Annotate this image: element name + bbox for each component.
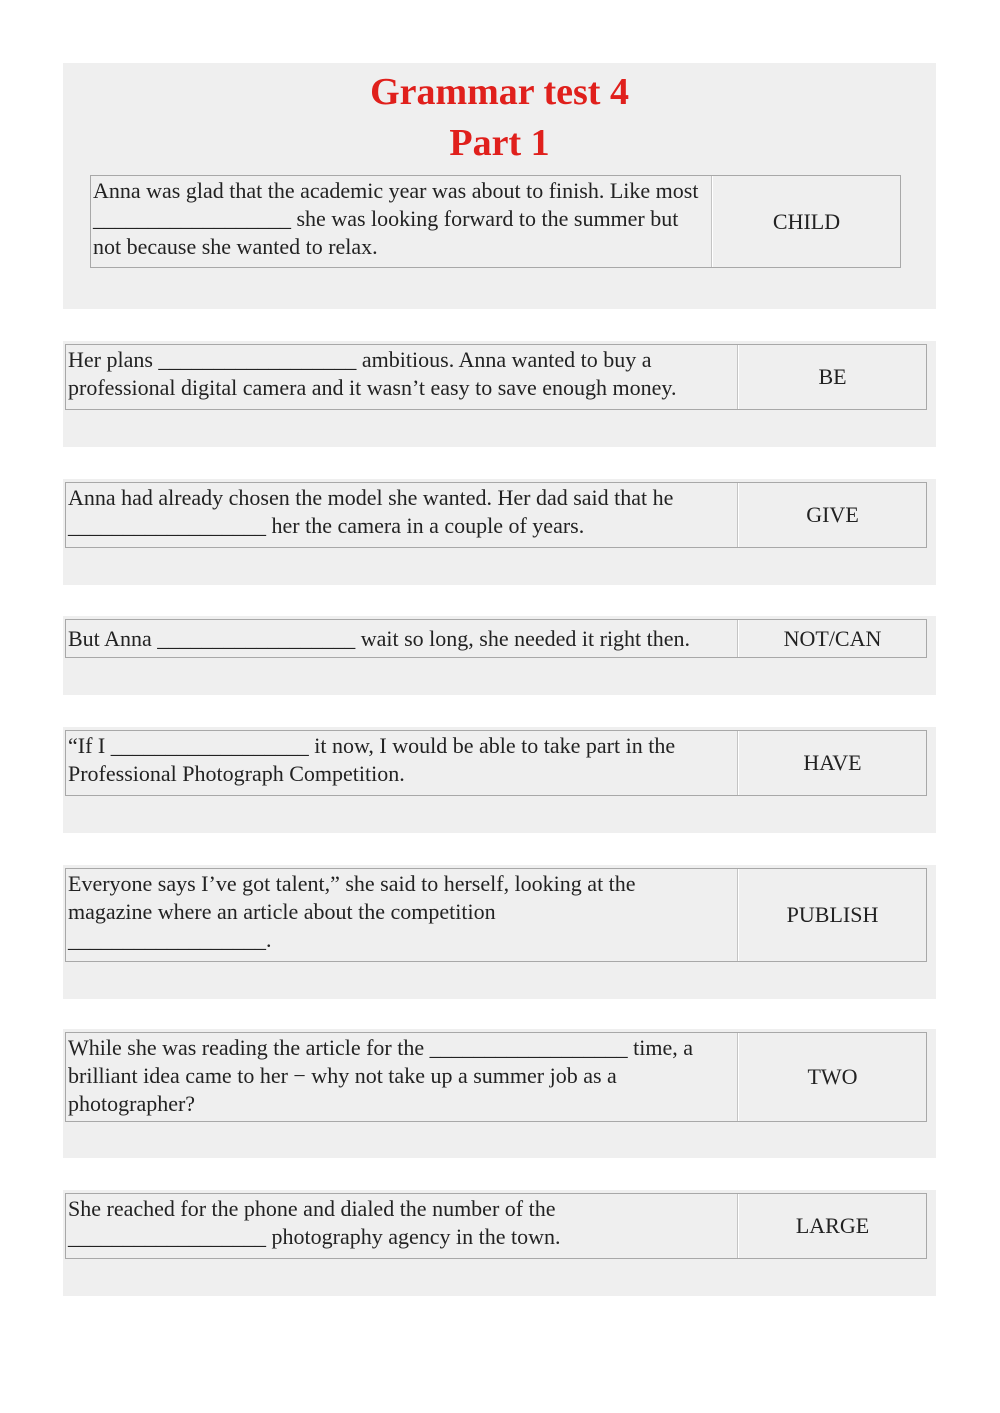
keyword-label: HAVE [738, 731, 926, 795]
keyword-label: PUBLISH [738, 869, 926, 961]
question-row-2 [65, 344, 927, 410]
question-row-1 [90, 175, 901, 268]
question-panel-5 [63, 727, 936, 833]
question-panel-8 [63, 1190, 936, 1296]
sentence-text: She reached for the phone and dialed the number of the __________________ photography agency in the town. [66, 1194, 738, 1258]
page-title: Grammar test 4 [370, 71, 629, 113]
sentence-text: Her plans __________________ ambitious. Anna wanted to buy a professional digital camera and it wasn’t easy to save enough money. [66, 345, 738, 409]
sentence-text: But Anna __________________ wait so long, she needed it right then. [66, 620, 738, 657]
part-title: Part 1 [449, 122, 550, 164]
question-row-8 [65, 1193, 927, 1259]
sentence-text: Anna had already chosen the model she wanted. Her dad said that he __________________ her the camera in a couple of years. [66, 483, 738, 547]
question-row-5 [65, 730, 927, 796]
question-panel-7 [63, 1029, 936, 1158]
question-panel-2 [63, 341, 936, 447]
question-row-3 [65, 482, 927, 548]
sentence-text: Anna was glad that the academic year was about to finish. Like most __________________ she was looking forward to the summer but not because she wanted to relax. [91, 176, 712, 267]
keyword-label: LARGE [738, 1194, 926, 1258]
sentence-text: While she was reading the article for the __________________ time, a brilliant idea came to her − why not take up a summer job as a photographer? [66, 1033, 738, 1121]
question-row-6 [65, 868, 927, 962]
sentence-text: Everyone says I’ve got talent,” she said to herself, looking at the magazine where an article about the competition __________________. [66, 869, 738, 961]
keyword-label: GIVE [738, 483, 926, 547]
sentence-text: “If I __________________ it now, I would be able to take part in the Professional Photograph Competition. [66, 731, 738, 795]
question-panel-1 [63, 63, 936, 309]
question-row-4 [65, 619, 927, 658]
keyword-label: CHILD [712, 176, 900, 267]
question-panel-3 [63, 479, 936, 585]
question-panel-4 [63, 616, 936, 695]
keyword-label: BE [738, 345, 926, 409]
question-row-7 [65, 1032, 927, 1122]
keyword-label: NOT/CAN [738, 620, 926, 657]
question-panel-6 [63, 865, 936, 999]
keyword-label: TWO [738, 1033, 926, 1121]
